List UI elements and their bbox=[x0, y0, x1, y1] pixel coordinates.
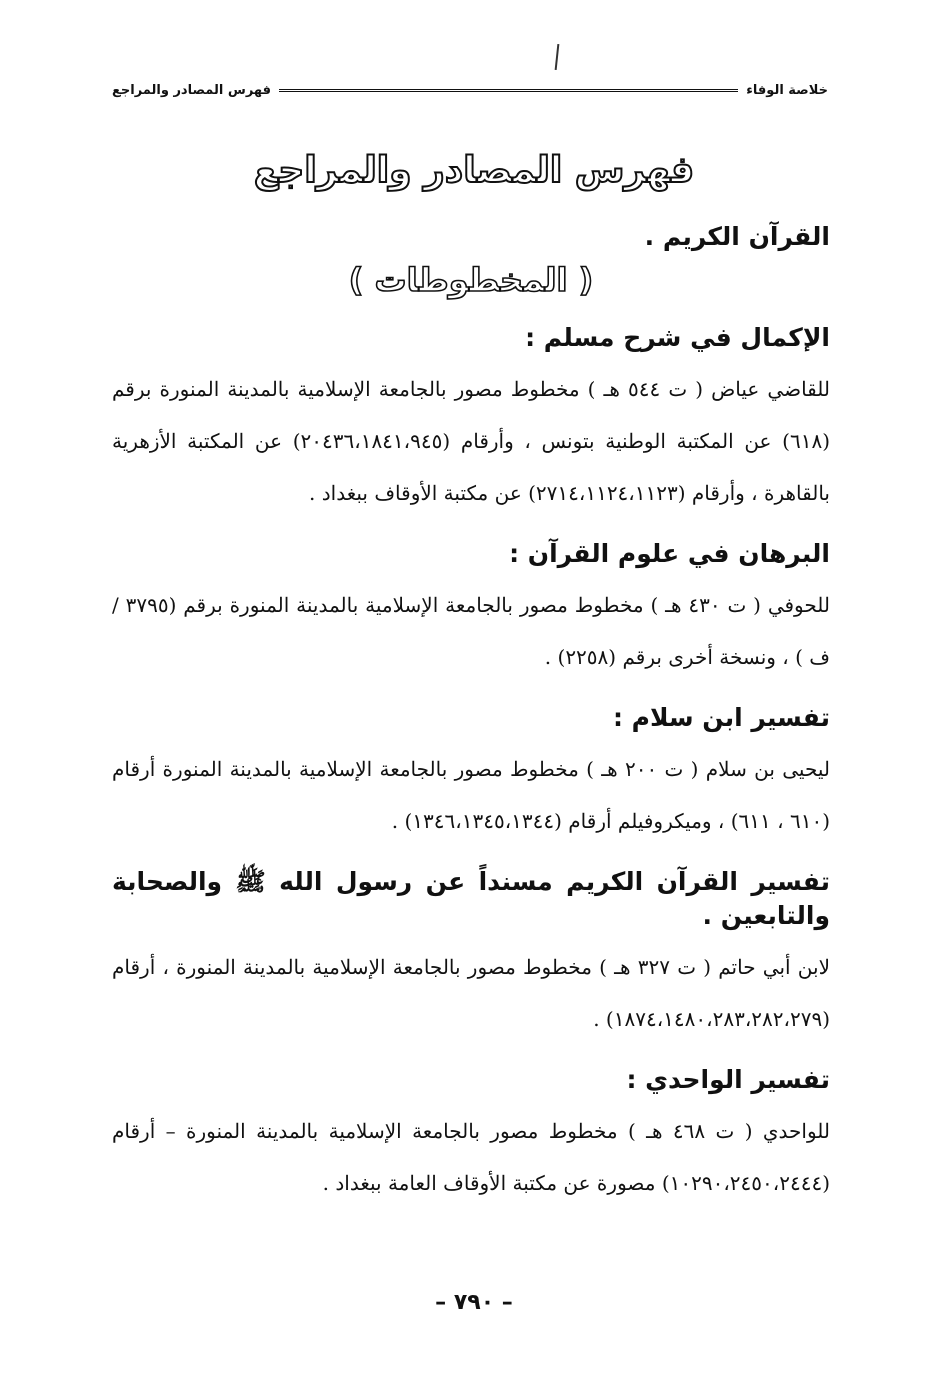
scan-mark bbox=[555, 44, 560, 70]
entry-body: للحوفي ( ت ٤٣٠ هـ ) مخطوط مصور بالجامعة الإسلامية بالمدينة المنورة برقم (٣٧٩٥ /ف ) ، ونسخة أخرى برقم (٢٢٥٨) . bbox=[112, 593, 830, 669]
entry-tafsir-ibn-sallam bbox=[112, 701, 830, 847]
header-book-title: خلاصة الوفاء bbox=[746, 82, 828, 98]
entry-body: للقاضي عياض ( ت ٥٤٤ هـ ) مخطوط مصور بالجامعة الإسلامية بالمدينة المنورة برقم (٦١٨) عن المكتبة الوطنية بتونس ، وأرقام (٢٠٤٣٦،١٨٤١،٩٤٥) عن المكتبة الأزهرية بالقاهرة ، وأرقام (٢٧١٤،١١٢٤،١١٢٣) عن مكتبة الأوقاف ببغداد . bbox=[112, 377, 830, 505]
running-header bbox=[112, 78, 828, 102]
entry-body: ليحيى بن سلام ( ت ٢٠٠ هـ ) مخطوط مصور بالجامعة الإسلامية بالمدينة المنورة أرقام (٦١٠ ، ٦١١) ، وميكروفيلم أرقام (١٣٤٦،١٣٤٥،١٣٤٤) . bbox=[112, 757, 831, 833]
quran-entry: القرآن الكريم . bbox=[644, 222, 830, 251]
entry-title: الإكمال في شرح مسلم : bbox=[525, 323, 830, 352]
entry-tafsir-wahidi bbox=[112, 1063, 830, 1209]
page-title: فهرس المصادر والمراجع bbox=[253, 150, 695, 191]
entry-title: تفسير ابن سلام : bbox=[612, 703, 830, 732]
entry-tafsir-ibn-abi-hatim bbox=[112, 865, 830, 1045]
page-number: – ٧٩٠ – bbox=[435, 1290, 513, 1315]
entry-burhan bbox=[112, 537, 830, 683]
header-section-title: فهرس المصادر والمراجع bbox=[112, 82, 271, 98]
entry-ikmal bbox=[112, 321, 830, 519]
main-content bbox=[112, 222, 830, 1227]
entry-body: للواحدي ( ت ٤٦٨ هـ ) مخطوط مصور بالجامعة الإسلامية بالمدينة المنورة – أرقام (١٠٢٩٠،٢٤٥٠،٢٤٤٤) مصورة عن مكتبة الأوقاف العامة ببغداد . bbox=[112, 1119, 831, 1195]
header-rule bbox=[279, 89, 738, 92]
entry-title: البرهان في علوم القرآن : bbox=[509, 539, 830, 568]
entry-body: لابن أبي حاتم ( ت ٣٢٧ هـ ) مخطوط مصور بالجامعة الإسلامية بالمدينة المنورة ، أرقام (١٨٧٤،١٤٨٠،٢٨٣،٢٨٢،٢٧٩) . bbox=[112, 955, 830, 1031]
entry-title: تفسير القرآن الكريم مسنداً عن رسول الله ﷺ والصحابة والتابعين . bbox=[112, 867, 830, 930]
section-title-manuscripts: ( المخطوطات ) bbox=[348, 261, 594, 299]
entry-title: تفسير الواحدي : bbox=[626, 1065, 830, 1094]
